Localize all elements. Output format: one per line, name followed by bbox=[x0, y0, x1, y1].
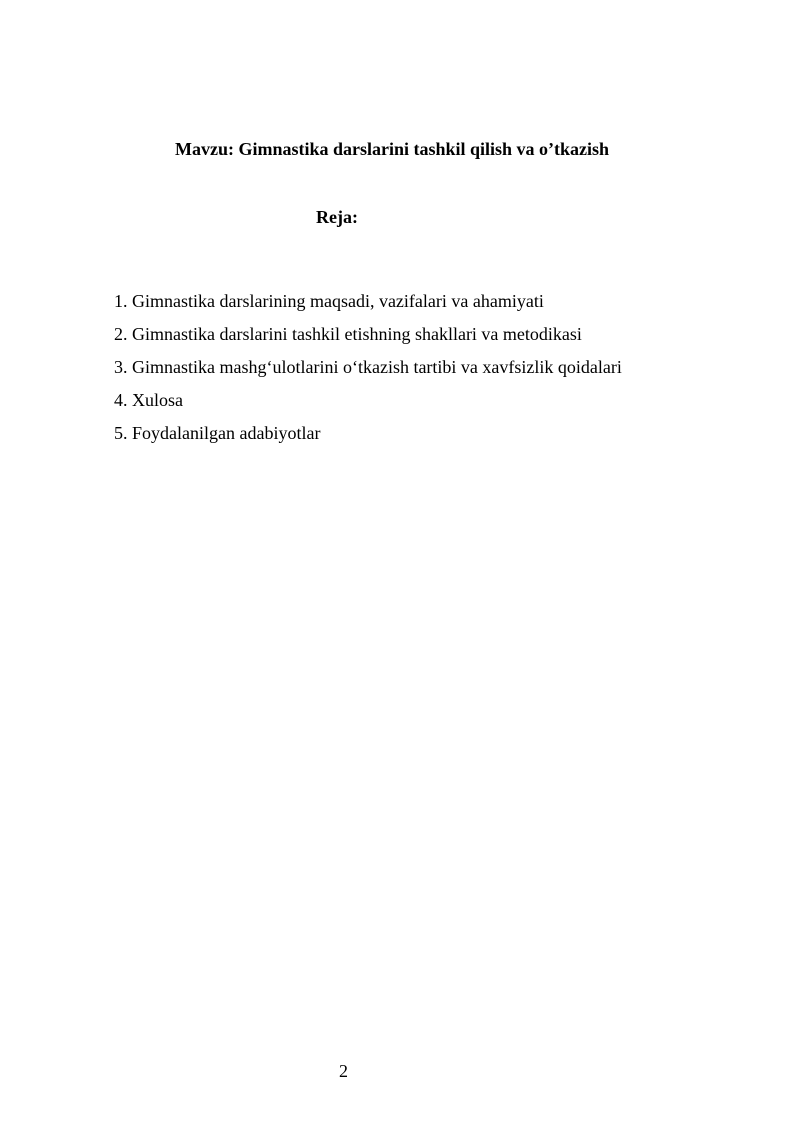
plan-list bbox=[114, 289, 622, 454]
page-number: 2 bbox=[339, 1061, 348, 1081]
plan-item: 3. Gimnastika mashg‘ulotlarini o‘tkazish tartibi va xavfsizlik qoidalari bbox=[114, 357, 622, 377]
plan-item: 4. Xulosa bbox=[114, 390, 183, 410]
plan-heading: Reja: bbox=[316, 207, 358, 227]
plan-item: 2. Gimnastika darslarini tashkil etishning shakllari va metodikasi bbox=[114, 324, 582, 344]
document-title: Mavzu: Gimnastika darslarini tashkil qilish va o’tkazish bbox=[175, 139, 610, 159]
plan-item: 1. Gimnastika darslarining maqsadi, vazifalari va ahamiyati bbox=[114, 291, 544, 311]
plan-item: 5. Foydalanilgan adabiyotlar bbox=[114, 423, 321, 443]
